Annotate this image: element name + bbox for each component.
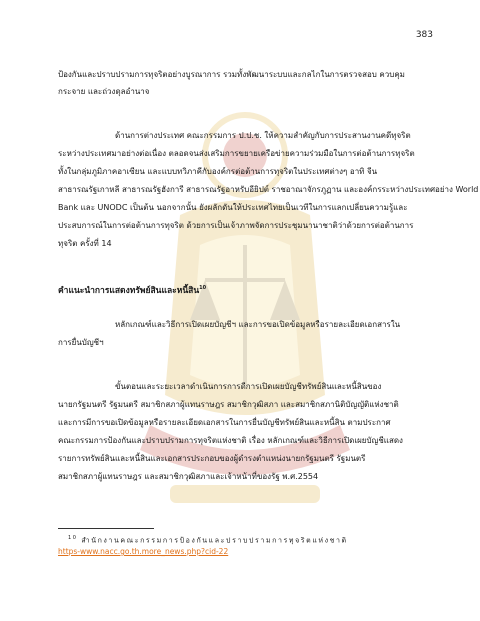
footnote-divider xyxy=(58,528,154,529)
body-line: รายการทรัพย์สินและหนี้สินและเอกสารประกอบของผู้ดำรงตำแหน่งนายกรัฐมนตรี รัฐมนตรี xyxy=(58,454,366,463)
body-line: ทุจริต ครั้งที่ 14 xyxy=(58,239,112,248)
body-line: กระจาย และถ่วงดุลอำนาจ xyxy=(58,87,150,96)
body-line: Bank และ UNODC เป็นต้น นอกจากนั้น ยังผลักดันให้ประเทศไทยเป็นเวทีในการแลกเปลี่ยนความรู้และ xyxy=(58,203,408,212)
body-line: นายกรัฐมนตรี รัฐมนตรี สมาชิกสภาผู้แทนราษฎร สมาชิกวุฒิสภา และสมาชิกสภานิติบัญญัติแห่งชาติ xyxy=(58,400,399,409)
page-number: 383 xyxy=(415,30,433,40)
footnote-number: 10 xyxy=(68,535,78,541)
body-line: และการมีการขอเปิดข้อมูลหรือรายละเอียดเอกสารในการยื่นบัญชีทรัพย์สินและหนี้สิน ตามประกาศ xyxy=(58,418,391,427)
body-line: ทั้งในกลุ่มภูมิภาคอาเซียน และแบบทวิภาคีกับองค์กรต่อต้านการทุจริตในประเทศต่างๆ อาทิ จีน xyxy=(58,167,378,176)
body-line: ด้านการต่างประเทศ คณะกรรมการ ป.ป.ช. ให้ความสำคัญกับการประสานงานคดีทุจริต xyxy=(115,131,411,140)
body-line: สาธารณรัฐเกาหลี สาธารณรัฐฮังการี สาธารณรัฐอาหรับอียิปต์ ราชอาณาจักรภูฏาน และองค์กรระหว่างประเทศอย่าง World xyxy=(58,185,479,194)
body-line: ประสบการณ์ในการต่อต้านการทุจริต ด้วยการเป็นเจ้าภาพจัดการประชุมนานาชาติว่าด้วยการต่อต้านการ xyxy=(58,221,414,230)
section-heading-text: คำแนะนำการแสดงทรัพย์สินและหนี้สิน xyxy=(58,285,200,296)
body-line: ขั้นตอนและระยะเวลาดำเนินการการดีการเปิดเผยบัญชีทรัพย์สินและหนี้สินของ xyxy=(115,382,382,391)
footnote xyxy=(68,535,428,546)
body-line: การยื่นบัญชีฯ xyxy=(58,338,104,347)
footnote-link[interactable]: https-www.nacc.go.th.more_news.php?cid-22 xyxy=(58,547,229,556)
footnote-text: สำนักงานคณะกรรมการป้องกันและปราบปรามการทุจริตแห่งชาติ xyxy=(81,536,348,545)
body-line: ป้องกันและปราบปรามการทุจริตอย่างบูรณาการ รวมทั้งพัฒนาระบบและกลไกในการตรวจสอบ ควบคุม xyxy=(58,70,405,79)
section-heading xyxy=(58,283,428,297)
body-line: หลักเกณฑ์และวิธีการเปิดเผยบัญชีฯ และการขอเปิดข้อมูลหรือรายละเอียดเอกสารใน xyxy=(115,320,401,329)
footnote-ref: 10 xyxy=(199,285,207,291)
body-line: สมาชิกสภาผู้แทนราษฎร และสมาชิกวุฒิสภาและเจ้าหน้าที่ของรัฐ พ.ศ.2554 xyxy=(58,472,319,481)
body-line: ระหว่างประเทศมาอย่างต่อเนื่อง ตลอดจนส่งเสริมการขยายเครือข่ายความร่วมมือในการต่อต้านการทุจริต xyxy=(58,149,415,158)
body-line: คณะกรรมการป้องกันและปราบปรามการทุจริตแห่งชาติ เรื่อง หลักเกณฑ์และวิธีการเปิดเผยบัญชีแสดง xyxy=(58,436,403,445)
